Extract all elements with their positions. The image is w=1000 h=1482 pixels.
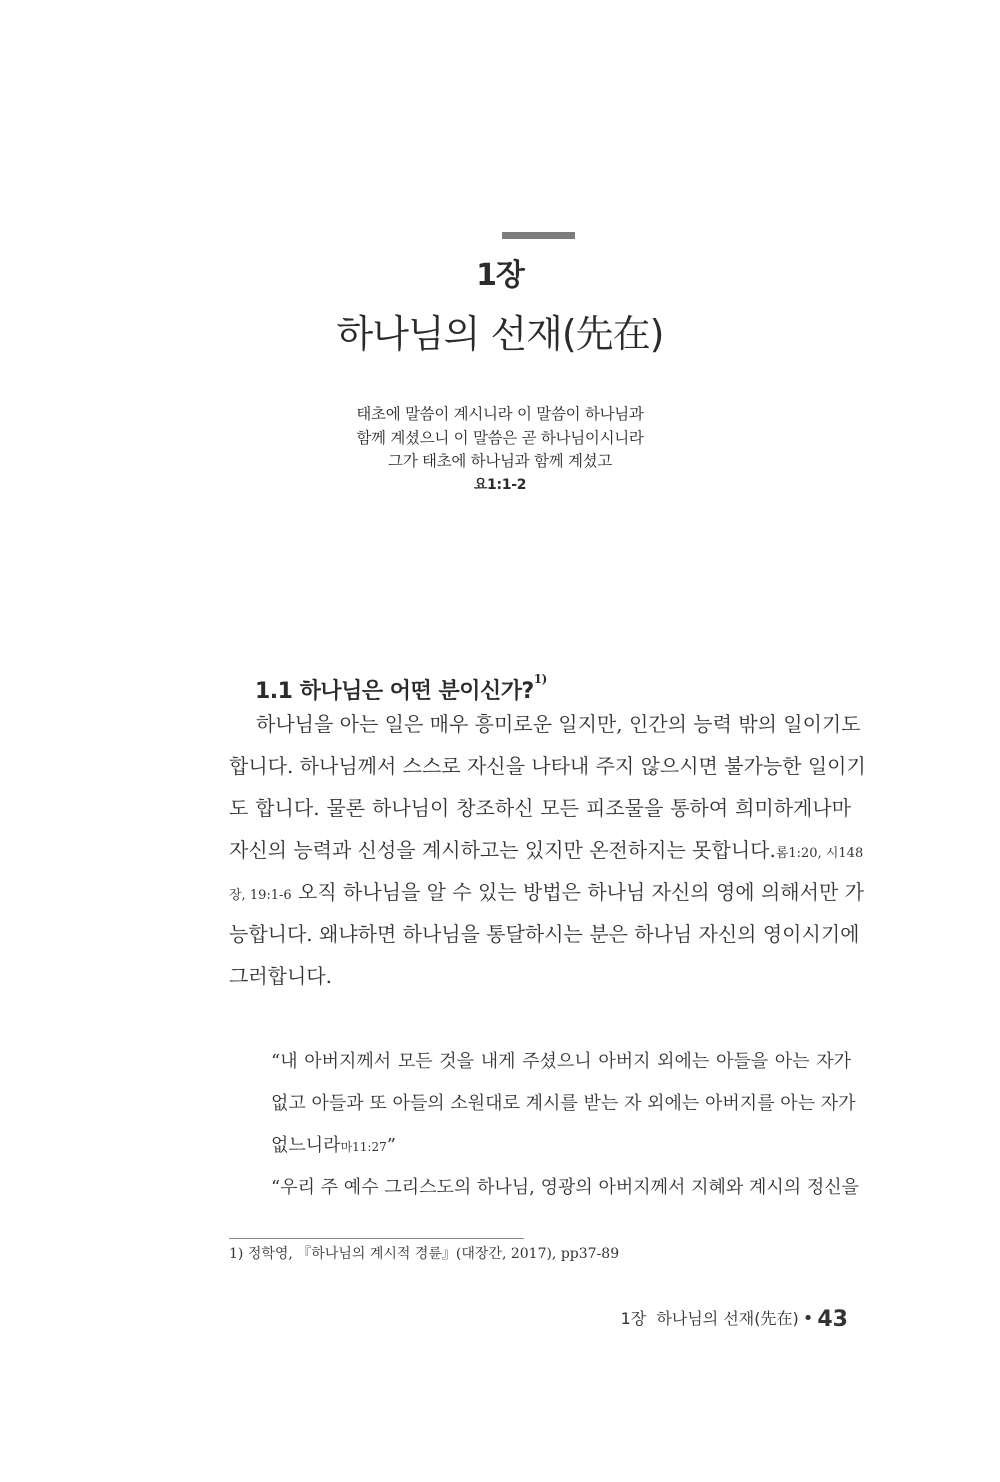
- page-number: 43: [817, 1307, 848, 1332]
- paragraph-line: [229, 829, 864, 871]
- footnote: 1) 정학영, 『하나님의 계시적 경륜』(대장간, 2017), pp37-89: [229, 1246, 620, 1262]
- quote-line: “우리 주 예수 그리스도의 하나님, 영광의 아버지께서 지혜와 계시의 정신을: [271, 1177, 860, 1198]
- folio-bullet: •: [802, 1308, 814, 1329]
- chapter-number: 1장: [476, 258, 524, 293]
- chapter-title: 하나님의 선재(先在): [336, 312, 664, 356]
- scripture-reference: 마11:27: [340, 1140, 387, 1154]
- epigraph: [0, 403, 1000, 497]
- quote-line: “내 아버지께서 모든 것을 내게 주셨으니 아버지 외에는 아들을 아는 자가: [271, 1051, 851, 1072]
- quote-text: 없느니라: [271, 1135, 341, 1156]
- paragraph-text: 자신의 능력과 신성을 계시하고는 있지만 온전하지는 못합니다.: [229, 838, 776, 862]
- section-heading: [255, 674, 547, 705]
- block-quote: [271, 1041, 860, 1209]
- quote-line: [271, 1125, 851, 1167]
- paragraph-line: [229, 871, 864, 913]
- paragraph-line: 도 합니다. 물론 하나님이 창조하신 모든 피조물을 통하여 희미하게나마: [229, 796, 851, 820]
- folio: [621, 1306, 848, 1332]
- section-heading-text: 1.1 하나님은 어떤 분이신가?: [255, 679, 534, 704]
- scripture-reference: 장, 19:1-6: [229, 888, 292, 903]
- paragraph-line: 능합니다. 왜냐하면 하나님을 통달하시는 분은 하나님 자신의 영이시기에: [229, 922, 860, 946]
- epigraph-line: 함께 계셨으니 이 말씀은 곧 하나님이시니라: [356, 428, 644, 447]
- quote-close: ”: [386, 1135, 396, 1156]
- paragraph-line: 하나님을 아는 일은 매우 흥미로운 일지만, 인간의 능력 밖의 일이기도: [256, 712, 861, 736]
- footnote-rule: [229, 1238, 524, 1239]
- epigraph-line: 그가 태초에 하나님과 함께 계셨고: [388, 452, 612, 470]
- paragraph-line: 합니다. 하나님께서 스스로 자신을 나타내 주지 않으시면 불가능한 일이기: [229, 754, 866, 778]
- quote-line: 없고 아들과 또 아들의 소원대로 계시를 받는 자 외에는 아버지를 아는 자가: [271, 1093, 856, 1114]
- scripture-reference: 롬1:20, 시148: [775, 846, 864, 861]
- footnote-mark: 1): [533, 672, 547, 686]
- paragraph-text: 오직 하나님을 알 수 있는 방법은 하나님 자신의 영에 의해서만 가: [291, 880, 864, 904]
- body-paragraph: [229, 703, 866, 997]
- running-title: 1장 하나님의 선재(先在): [620, 1309, 799, 1328]
- paragraph-line: 그러합니다.: [229, 964, 332, 988]
- epigraph-reference: 요1:1-2: [473, 476, 527, 493]
- chapter-rule: [502, 232, 575, 239]
- epigraph-line: 태초에 말씀이 계시니라 이 말씀이 하나님과: [356, 405, 644, 423]
